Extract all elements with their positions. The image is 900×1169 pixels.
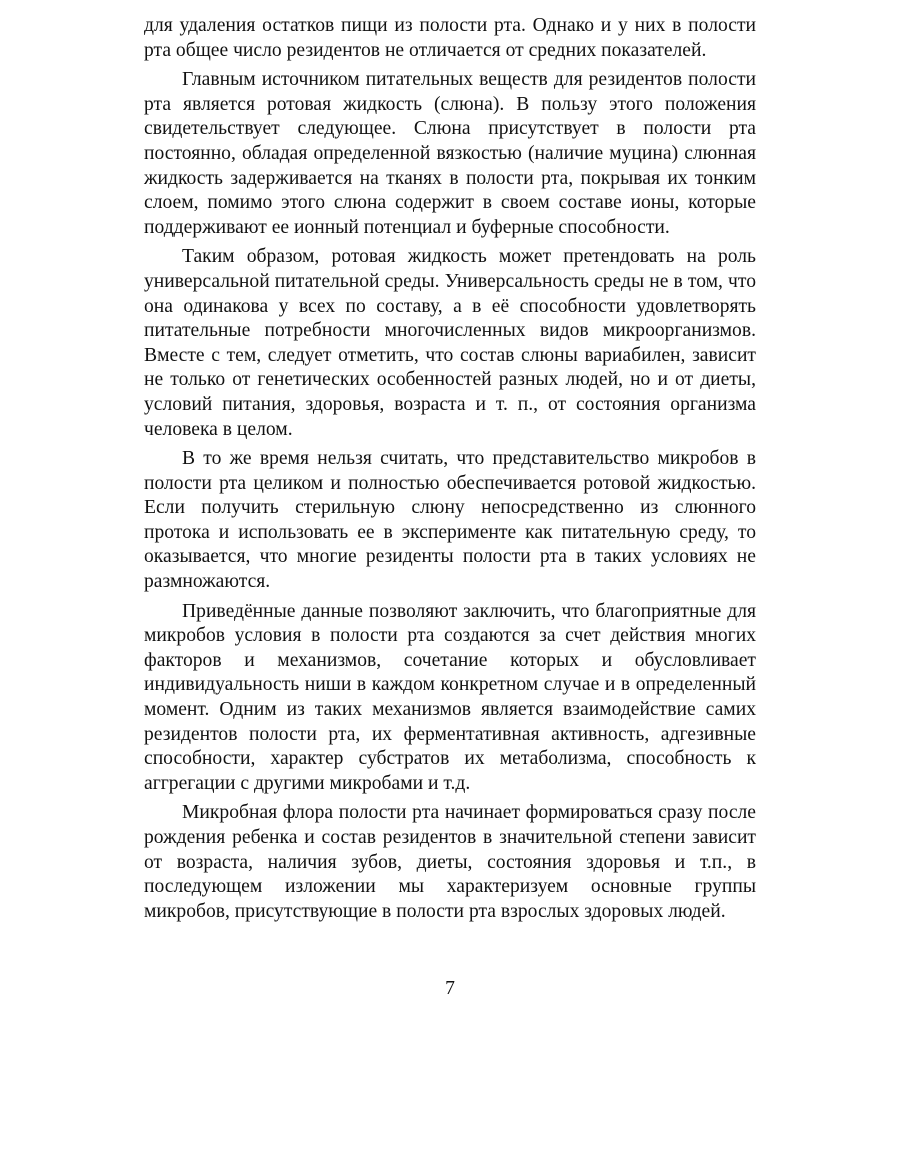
page-number: 7 <box>445 978 455 999</box>
paragraph-2: Главным источником питательных веществ для резидентов полости рта является ротовая жидкость (слюна). В пользу этого положения свидетельствует следующее. Слюна присутствует в полости рта постоянно, обладая определенной вязкостью (наличие муцина) слюнная жидкость задерживается на тканях в полости рта, покрывая их тонким слоем, помимо этого слюна содержит в своем составе ионы, которые поддерживают ее ионный потенциал и буферные способности. <box>144 69 756 238</box>
paragraph-1: для удаления остатков пищи из полости рта. Однако и у них в полости рта общее число резидентов не отличается от средних показателей. <box>144 15 756 61</box>
page-body <box>144 14 756 924</box>
paragraph-3: Таким образом, ротовая жидкость может претендовать на роль универсальной питательной среды. Универсальность среды не в том, что она одинакова у всех по составу, а в её способности удовлетворять питательные потребности многочисленных видов микроорганизмов. Вместе с тем, следует отметить, что состав слюны вариабилен, зависит не только от генетических особенностей разных людей, но и от диеты, условий питания, здоровья, возраста и т. п., от состояния организма человека в целом. <box>144 246 756 440</box>
paragraph-6: Микробная флора полости рта начинает формироваться сразу после рождения ребенка и состав резидентов в значительной степени зависит от возраста, наличия зубов, диеты, состояния здоровья и т.п., в последующем изложении мы характеризуем основные группы микробов, присутствующие в полости рта взрослых здоровых людей. <box>144 802 756 922</box>
paragraph-5: Приведённые данные позволяют заключить, что благоприятные для микробов условия в полости рта создаются за счет действия многих факторов и механизмов, сочетание которых и обусловливает индивидуальность ниши в каждом конкретном случае и в определенный момент. Одним из таких механизмов является взаимодействие самих резидентов полости рта, их ферментативная активность, адгезивные способности, характер субстратов их метаболизма, способность к аггрегации с другими микробами и т.д. <box>144 600 756 794</box>
paragraph-4: В то же время нельзя считать, что представительство микробов в полости рта целиком и полностью обеспечивается ротовой жидкостью. Если получить стерильную слюну непосредственно из слюнного протока и использовать ее в эксперименте как питательную среду, то оказывается, что многие резиденты полости рта в таких условиях не размножаются. <box>144 448 756 593</box>
